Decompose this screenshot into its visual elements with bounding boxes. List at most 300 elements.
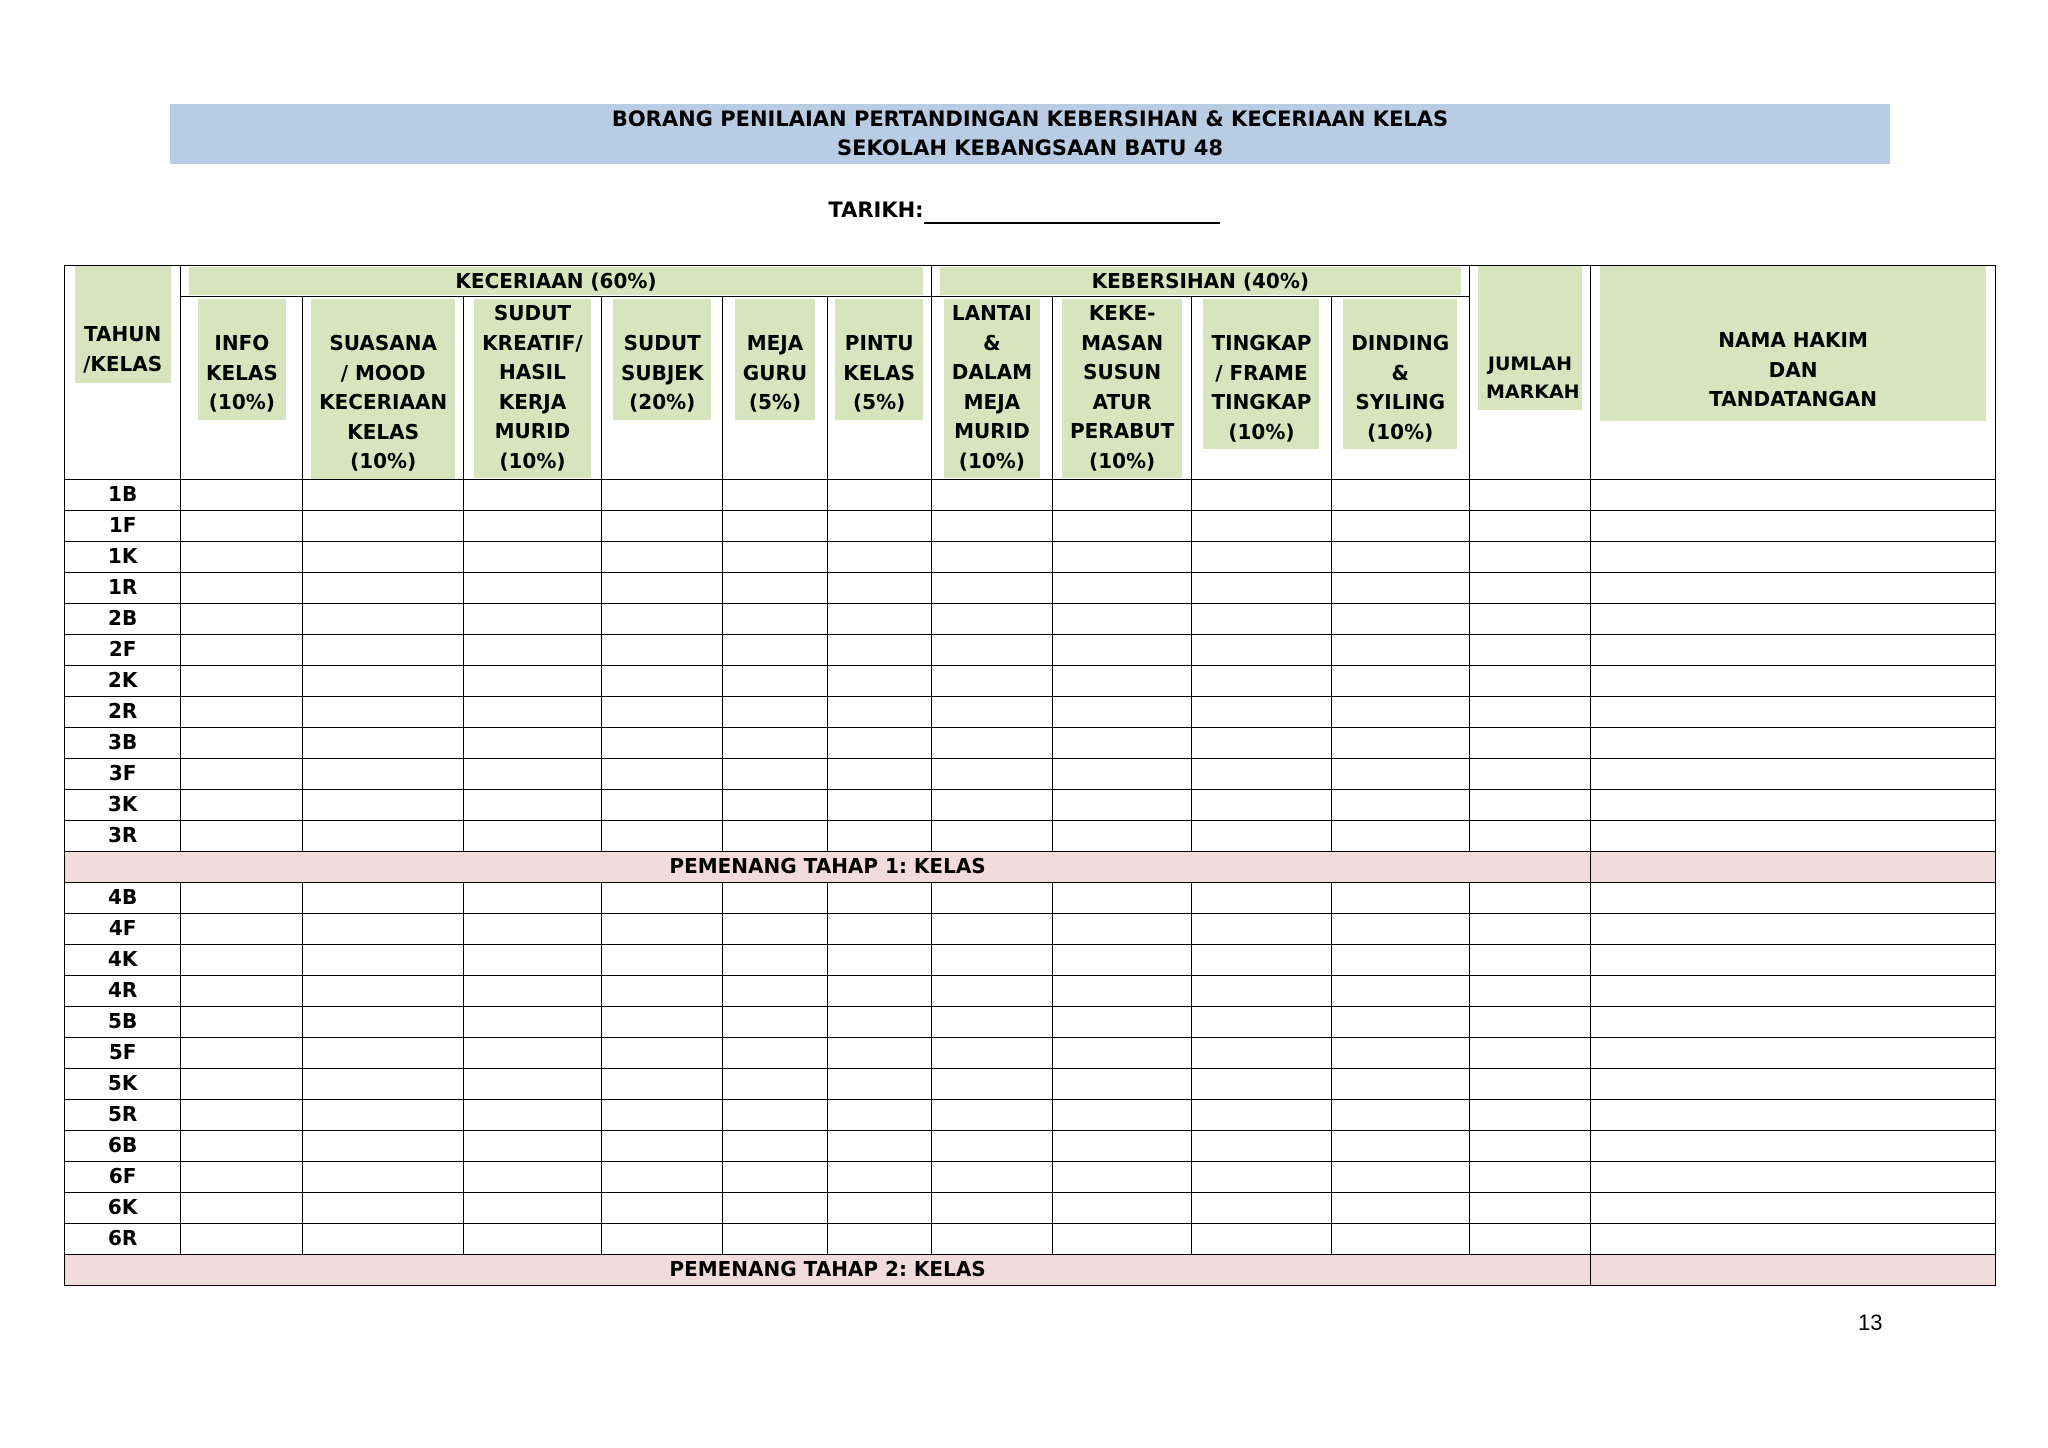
score-cell[interactable] [303, 479, 463, 510]
score-cell[interactable] [303, 1037, 463, 1068]
score-cell[interactable] [1192, 1130, 1331, 1161]
score-cell[interactable] [602, 572, 723, 603]
score-cell[interactable] [1192, 572, 1331, 603]
score-cell[interactable] [303, 789, 463, 820]
header-dinding [1331, 297, 1469, 480]
score-cell[interactable] [1192, 727, 1331, 758]
score-cell[interactable] [1469, 1223, 1590, 1254]
score-cell[interactable] [1331, 1223, 1469, 1254]
score-cell[interactable] [1053, 541, 1192, 572]
score-cell[interactable] [931, 696, 1052, 727]
score-cell[interactable] [931, 665, 1052, 696]
score-cell[interactable] [1331, 1130, 1469, 1161]
score-cell[interactable] [1469, 758, 1590, 789]
score-cell[interactable] [181, 1161, 303, 1192]
score-cell[interactable] [1053, 1099, 1192, 1130]
score-cell[interactable] [1469, 789, 1590, 820]
score-cell[interactable] [931, 634, 1052, 665]
score-cell[interactable] [1053, 479, 1192, 510]
score-cell[interactable] [181, 913, 303, 944]
score-cell[interactable] [1469, 603, 1590, 634]
score-cell[interactable] [181, 758, 303, 789]
score-cell[interactable] [1192, 696, 1331, 727]
score-cell[interactable] [602, 603, 723, 634]
score-cell[interactable] [1331, 479, 1469, 510]
score-cell[interactable] [827, 541, 931, 572]
score-cell[interactable] [1331, 696, 1469, 727]
score-cell[interactable] [827, 820, 931, 851]
score-cell[interactable] [827, 975, 931, 1006]
score-cell[interactable] [1331, 572, 1469, 603]
header-line: KEKE- [1088, 301, 1156, 325]
score-cell[interactable] [723, 944, 827, 975]
score-cell[interactable] [723, 510, 827, 541]
score-cell[interactable] [723, 665, 827, 696]
score-cell[interactable] [1469, 541, 1590, 572]
score-cell[interactable] [463, 572, 601, 603]
score-cell[interactable] [463, 944, 601, 975]
score-cell[interactable] [303, 634, 463, 665]
score-cell[interactable] [463, 1161, 601, 1192]
score-cell[interactable] [463, 913, 601, 944]
score-cell[interactable] [463, 479, 601, 510]
score-cell[interactable] [1469, 696, 1590, 727]
score-cell[interactable] [303, 975, 463, 1006]
score-cell[interactable] [1591, 1130, 1996, 1161]
score-cell[interactable] [1469, 1161, 1590, 1192]
score-cell[interactable] [827, 510, 931, 541]
score-cell[interactable] [931, 727, 1052, 758]
score-cell[interactable] [1469, 665, 1590, 696]
score-cell[interactable] [1053, 510, 1192, 541]
score-cell[interactable] [602, 789, 723, 820]
score-cell[interactable] [1469, 727, 1590, 758]
score-cell[interactable] [827, 913, 931, 944]
score-cell[interactable] [463, 727, 601, 758]
score-cell[interactable] [1192, 1099, 1331, 1130]
score-cell[interactable] [463, 1068, 601, 1099]
score-cell[interactable] [723, 1037, 827, 1068]
score-cell[interactable] [602, 541, 723, 572]
score-cell[interactable] [827, 727, 931, 758]
score-cell[interactable] [723, 789, 827, 820]
score-cell[interactable] [827, 1223, 931, 1254]
score-cell[interactable] [931, 913, 1052, 944]
score-cell[interactable] [303, 1006, 463, 1037]
score-cell[interactable] [602, 665, 723, 696]
score-cell[interactable] [1591, 758, 1996, 789]
score-cell[interactable] [602, 1130, 723, 1161]
score-cell[interactable] [931, 510, 1052, 541]
score-cell[interactable] [303, 944, 463, 975]
score-cell[interactable] [1331, 820, 1469, 851]
score-cell[interactable] [463, 1099, 601, 1130]
score-cell[interactable] [303, 541, 463, 572]
score-cell[interactable] [463, 820, 601, 851]
score-cell[interactable] [1331, 1192, 1469, 1223]
score-cell[interactable] [931, 975, 1052, 1006]
score-cell[interactable] [1469, 975, 1590, 1006]
score-cell[interactable] [1591, 789, 1996, 820]
score-cell[interactable] [303, 1192, 463, 1223]
score-cell[interactable] [1192, 913, 1331, 944]
score-cell[interactable] [602, 882, 723, 913]
score-cell[interactable] [303, 820, 463, 851]
score-cell[interactable] [602, 820, 723, 851]
score-cell[interactable] [723, 758, 827, 789]
score-cell[interactable] [181, 479, 303, 510]
score-cell[interactable] [1591, 510, 1996, 541]
score-cell[interactable] [181, 727, 303, 758]
score-cell[interactable] [1591, 1068, 1996, 1099]
score-cell[interactable] [827, 882, 931, 913]
score-cell[interactable] [931, 944, 1052, 975]
score-cell[interactable] [1591, 913, 1996, 944]
score-cell[interactable] [1192, 665, 1331, 696]
score-cell[interactable] [181, 1192, 303, 1223]
score-cell[interactable] [181, 789, 303, 820]
score-cell[interactable] [1192, 1192, 1331, 1223]
score-cell[interactable] [1331, 1006, 1469, 1037]
score-cell[interactable] [602, 696, 723, 727]
score-cell[interactable] [1053, 1037, 1192, 1068]
score-cell[interactable] [1053, 1006, 1192, 1037]
score-cell[interactable] [1192, 975, 1331, 1006]
score-cell[interactable] [723, 1130, 827, 1161]
score-cell[interactable] [602, 510, 723, 541]
score-cell[interactable] [1591, 820, 1996, 851]
score-cell[interactable] [827, 1161, 931, 1192]
class-label: 2K [65, 665, 181, 696]
score-cell[interactable] [1331, 882, 1469, 913]
score-cell[interactable] [303, 1161, 463, 1192]
score-cell[interactable] [723, 727, 827, 758]
score-cell[interactable] [181, 1223, 303, 1254]
score-cell[interactable] [1591, 479, 1996, 510]
score-cell[interactable] [931, 1099, 1052, 1130]
score-cell[interactable] [303, 758, 463, 789]
score-cell[interactable] [827, 1130, 931, 1161]
score-cell[interactable] [303, 572, 463, 603]
score-cell[interactable] [1591, 727, 1996, 758]
score-cell[interactable] [602, 479, 723, 510]
score-cell[interactable] [1053, 882, 1192, 913]
score-cell[interactable] [1192, 1161, 1331, 1192]
score-cell[interactable] [931, 820, 1052, 851]
score-cell[interactable] [723, 572, 827, 603]
score-cell[interactable] [1469, 479, 1590, 510]
score-cell[interactable] [827, 634, 931, 665]
score-cell[interactable] [931, 758, 1052, 789]
score-cell[interactable] [1192, 541, 1331, 572]
score-cell[interactable] [723, 1068, 827, 1099]
score-cell[interactable] [1053, 1130, 1192, 1161]
score-cell[interactable] [303, 696, 463, 727]
score-cell[interactable] [1331, 541, 1469, 572]
score-cell[interactable] [602, 913, 723, 944]
score-cell[interactable] [1469, 572, 1590, 603]
score-cell[interactable] [181, 944, 303, 975]
score-cell[interactable] [827, 758, 931, 789]
winner-entry-1[interactable] [1591, 851, 1996, 882]
score-cell[interactable] [723, 1099, 827, 1130]
score-cell[interactable] [931, 1037, 1052, 1068]
score-cell[interactable] [1591, 882, 1996, 913]
score-cell[interactable] [931, 479, 1052, 510]
score-cell[interactable] [1053, 1192, 1192, 1223]
score-cell[interactable] [463, 1006, 601, 1037]
score-cell[interactable] [723, 1161, 827, 1192]
score-cell[interactable] [463, 789, 601, 820]
score-cell[interactable] [1053, 758, 1192, 789]
score-cell[interactable] [463, 1130, 601, 1161]
score-cell[interactable] [1331, 1068, 1469, 1099]
score-cell[interactable] [1469, 1068, 1590, 1099]
score-cell[interactable] [1053, 727, 1192, 758]
score-cell[interactable] [1591, 572, 1996, 603]
score-cell[interactable] [1591, 944, 1996, 975]
score-cell[interactable] [1331, 510, 1469, 541]
score-cell[interactable] [1053, 572, 1192, 603]
score-cell[interactable] [723, 696, 827, 727]
score-cell[interactable] [931, 1161, 1052, 1192]
score-cell[interactable] [602, 1223, 723, 1254]
score-cell[interactable] [602, 758, 723, 789]
score-cell[interactable] [1192, 1037, 1331, 1068]
score-cell[interactable] [1331, 1037, 1469, 1068]
score-cell[interactable] [303, 727, 463, 758]
score-cell[interactable] [1591, 1037, 1996, 1068]
score-cell[interactable] [602, 1192, 723, 1223]
score-cell[interactable] [181, 541, 303, 572]
score-cell[interactable] [723, 541, 827, 572]
score-cell[interactable] [602, 1161, 723, 1192]
score-cell[interactable] [181, 975, 303, 1006]
score-cell[interactable] [463, 696, 601, 727]
score-cell[interactable] [602, 975, 723, 1006]
score-cell[interactable] [181, 1130, 303, 1161]
score-cell[interactable] [463, 975, 601, 1006]
score-cell[interactable] [1053, 913, 1192, 944]
score-cell[interactable] [1192, 634, 1331, 665]
score-cell[interactable] [723, 1192, 827, 1223]
score-cell[interactable] [463, 1223, 601, 1254]
score-cell[interactable] [723, 820, 827, 851]
score-cell[interactable] [602, 1006, 723, 1037]
score-cell[interactable] [1591, 1161, 1996, 1192]
score-cell[interactable] [1331, 1099, 1469, 1130]
score-cell[interactable] [602, 727, 723, 758]
score-cell[interactable] [1053, 665, 1192, 696]
score-cell[interactable] [1192, 882, 1331, 913]
score-cell[interactable] [1192, 603, 1331, 634]
score-cell[interactable] [1331, 603, 1469, 634]
score-cell[interactable] [602, 1037, 723, 1068]
score-cell[interactable] [1192, 789, 1331, 820]
score-cell[interactable] [931, 882, 1052, 913]
score-cell[interactable] [181, 696, 303, 727]
score-cell[interactable] [931, 1192, 1052, 1223]
score-cell[interactable] [1331, 727, 1469, 758]
score-cell[interactable] [1591, 634, 1996, 665]
score-cell[interactable] [1469, 1192, 1590, 1223]
score-cell[interactable] [1469, 1037, 1590, 1068]
score-cell[interactable] [723, 975, 827, 1006]
score-cell[interactable] [463, 1192, 601, 1223]
score-cell[interactable] [827, 479, 931, 510]
score-cell[interactable] [1469, 1130, 1590, 1161]
score-cell[interactable] [723, 634, 827, 665]
score-cell[interactable] [1591, 975, 1996, 1006]
score-cell[interactable] [827, 944, 931, 975]
header-line: SUBJEK [620, 360, 704, 385]
score-cell[interactable] [1469, 1006, 1590, 1037]
score-cell[interactable] [1591, 1099, 1996, 1130]
score-cell[interactable] [1591, 541, 1996, 572]
score-cell[interactable] [1053, 1068, 1192, 1099]
score-cell[interactable] [1469, 913, 1590, 944]
score-cell[interactable] [931, 1068, 1052, 1099]
score-cell[interactable] [1053, 944, 1192, 975]
score-cell[interactable] [463, 758, 601, 789]
score-cell[interactable] [1331, 634, 1469, 665]
score-cell[interactable] [1331, 944, 1469, 975]
score-cell[interactable] [827, 1006, 931, 1037]
score-cell[interactable] [1192, 944, 1331, 975]
score-cell[interactable] [602, 1068, 723, 1099]
score-cell[interactable] [1053, 634, 1192, 665]
score-cell[interactable] [1591, 665, 1996, 696]
score-cell[interactable] [1469, 820, 1590, 851]
score-cell[interactable] [723, 479, 827, 510]
score-cell[interactable] [181, 1006, 303, 1037]
score-cell[interactable] [931, 603, 1052, 634]
score-cell[interactable] [602, 634, 723, 665]
score-cell[interactable] [1469, 1099, 1590, 1130]
score-cell[interactable] [931, 1223, 1052, 1254]
score-cell[interactable] [303, 1223, 463, 1254]
score-cell[interactable] [1591, 1006, 1996, 1037]
score-cell[interactable] [931, 1130, 1052, 1161]
score-cell[interactable] [303, 665, 463, 696]
score-cell[interactable] [723, 1006, 827, 1037]
score-cell[interactable] [1469, 882, 1590, 913]
score-cell[interactable] [827, 789, 931, 820]
score-cell[interactable] [463, 510, 601, 541]
score-cell[interactable] [303, 1099, 463, 1130]
score-cell[interactable] [1192, 758, 1331, 789]
score-cell[interactable] [1192, 1223, 1331, 1254]
score-cell[interactable] [723, 1223, 827, 1254]
score-cell[interactable] [1192, 1006, 1331, 1037]
score-cell[interactable] [827, 1068, 931, 1099]
score-cell[interactable] [463, 665, 601, 696]
score-cell[interactable] [1053, 1223, 1192, 1254]
group-1-rows [65, 479, 1996, 851]
score-cell[interactable] [303, 913, 463, 944]
score-cell[interactable] [303, 882, 463, 913]
score-cell[interactable] [181, 1068, 303, 1099]
score-cell[interactable] [303, 1130, 463, 1161]
score-cell[interactable] [1331, 665, 1469, 696]
score-cell[interactable] [931, 541, 1052, 572]
score-cell[interactable] [827, 1037, 931, 1068]
score-cell[interactable] [181, 510, 303, 541]
score-cell[interactable] [1192, 479, 1331, 510]
score-cell[interactable] [303, 1068, 463, 1099]
score-cell[interactable] [1053, 696, 1192, 727]
score-cell[interactable] [1331, 1161, 1469, 1192]
score-cell[interactable] [1469, 510, 1590, 541]
score-cell[interactable] [1591, 696, 1996, 727]
score-cell[interactable] [1591, 1192, 1996, 1223]
score-cell[interactable] [1053, 975, 1192, 1006]
score-cell[interactable] [723, 913, 827, 944]
score-cell[interactable] [1053, 603, 1192, 634]
score-cell[interactable] [1331, 913, 1469, 944]
score-cell[interactable] [602, 944, 723, 975]
score-cell[interactable] [827, 1192, 931, 1223]
score-cell[interactable] [1053, 820, 1192, 851]
score-cell[interactable] [1053, 789, 1192, 820]
score-cell[interactable] [1591, 603, 1996, 634]
header-line: & [1391, 360, 1409, 385]
score-cell[interactable] [1192, 820, 1331, 851]
score-cell[interactable] [827, 603, 931, 634]
score-cell[interactable] [1331, 758, 1469, 789]
score-cell[interactable] [827, 572, 931, 603]
score-cell[interactable] [181, 1037, 303, 1068]
score-cell[interactable] [1469, 944, 1590, 975]
score-cell[interactable] [931, 789, 1052, 820]
class-label: 3R [65, 820, 181, 851]
score-cell[interactable] [303, 510, 463, 541]
table-row [65, 541, 1996, 572]
class-label: 1B [65, 479, 181, 510]
score-cell[interactable] [1469, 634, 1590, 665]
score-cell[interactable] [303, 603, 463, 634]
score-cell[interactable] [1331, 975, 1469, 1006]
score-cell[interactable] [827, 696, 931, 727]
score-cell[interactable] [1053, 1161, 1192, 1192]
score-cell[interactable] [723, 603, 827, 634]
header-line: GURU [742, 360, 808, 385]
score-cell[interactable] [827, 1099, 931, 1130]
score-cell[interactable] [1192, 1068, 1331, 1099]
score-cell[interactable] [463, 634, 601, 665]
score-cell[interactable] [181, 665, 303, 696]
score-cell[interactable] [931, 1006, 1052, 1037]
score-cell[interactable] [181, 1099, 303, 1130]
score-cell[interactable] [602, 1099, 723, 1130]
score-cell[interactable] [931, 572, 1052, 603]
score-cell[interactable] [827, 665, 931, 696]
score-cell[interactable] [181, 603, 303, 634]
score-cell[interactable] [463, 1037, 601, 1068]
score-cell[interactable] [1192, 510, 1331, 541]
winner-entry-2[interactable] [1591, 1254, 1996, 1285]
score-cell[interactable] [181, 820, 303, 851]
score-cell[interactable] [181, 634, 303, 665]
score-cell[interactable] [463, 882, 601, 913]
score-cell[interactable] [463, 541, 601, 572]
score-cell[interactable] [181, 882, 303, 913]
score-cell[interactable] [181, 572, 303, 603]
score-cell[interactable] [463, 603, 601, 634]
score-cell[interactable] [1591, 1223, 1996, 1254]
score-cell[interactable] [1331, 789, 1469, 820]
score-cell[interactable] [723, 882, 827, 913]
